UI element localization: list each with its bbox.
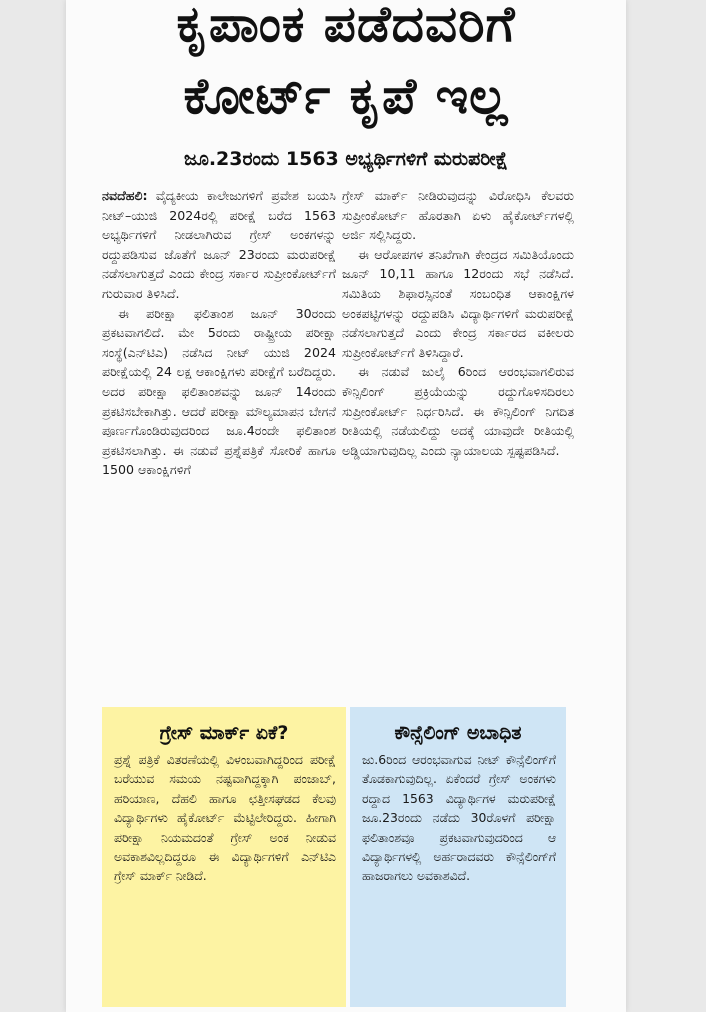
counselling-box-body: ಜು.6ರಿಂದ ಆರಂಭವಾಗುವ ನೀಟ್ ಕೌನ್ಸೆಲಿಂಗ್‌ಗೆ ತೊಡಕಾಗುವುದಿಲ್ಲ. ಏಕೆಂದರೆ ಗ್ರೇಸ್ ಅಂಕಗಳು ರದ್ದಾದ 1563 ವಿದ್ಯಾರ್ಥಿಗಳ ಮರುಪರೀಕ್ಷೆ ಜೂ.23ರಂದು ನಡೆದು 30ರೊಳಗೆ ಪರೀಕ್ಷಾ ಫಲಿತಾಂಶವೂ ಪ್ರಕಟವಾಗುವುದರಿಂದ ಆ ವಿದ್ಯಾರ್ಥಿಗಳಲ್ಲಿ ಅರ್ಹರಾದವರು ಕೌನ್ಸೆಲಿಂಗ್‌ಗೆ ಹಾಜರಾಗಲು ಅವಕಾಶವಿದೆ. (362, 752, 556, 884)
counselling-box (350, 707, 566, 1007)
counselling-box-title: ಕೌನ್ಸೆಲಿಂಗ್ ಅಬಾಧಿತ (394, 722, 522, 744)
article-text: ವೈದ್ಯಕೀಯ ಕಾಲೇಜುಗಳಿಗೆ ಪ್ರವೇಶ ಬಯಸಿ ನೀಟ್–ಯುಜಿ 2024ರಲ್ಲಿ ಪರೀಕ್ಷೆ ಬರೆದ 1563 ಅಭ್ಯರ್ಥಿಗಳಿಗೆ ನೀಡಲಾಗಿರುವ ಗ್ರೇಸ್ ಅಂಕಗಳನ್ನು ರದ್ದುಪಡಿಸುವ ಜೊತೆಗೆ ಜೂನ್ 23ರಂದು ಮರುಪರೀಕ್ಷೆ ನಡೆಸಲಾಗುತ್ತದೆ ಎಂದು ಕೇಂದ್ರ ಸರ್ಕಾರ ಸುಪ್ರೀಂಕೋರ್ಟ್‌ಗೆ ಗುರುವಾರ ತಿಳಿಸಿದೆ. (102, 188, 336, 301)
article-paragraph: ಈ ನಡುವೆ ಜುಲೈ 6ರಿಂದ ಆರಂಭವಾಗಲಿರುವ ಕೌನ್ಸಿಲಿಂಗ್ ಪ್ರಕ್ರಿಯೆಯನ್ನು ರದ್ದುಗೊಳಿಸದಿರಲು ಸುಪ್ರೀಂಕೋರ್ಟ್ ನಿರ್ಧರಿಸಿದೆ. ಈ ಕೌನ್ಸಿಲಿಂಗ್ ನಿಗದಿತ ರೀತಿಯಲ್ಲಿ ನಡೆಯಲಿದ್ದು ಅದಕ್ಕೆ ಯಾವುದೇ ರೀತಿಯಲ್ಲಿ ಅಡ್ಡಿಯಾಗುವುದಿಲ್ಲ ಎಂದು ನ್ಯಾಯಾಲಯ ಸ್ಪಷ್ಟಪಡಿಸಿದೆ. (342, 364, 574, 458)
subheadline: ಜೂ.23ರಂದು 1563 ಅಭ್ಯರ್ಥಿಗಳಿಗೆ ಮರುಪರೀಕ್ಷೆ (183, 148, 509, 170)
article-paragraph: ಈ ಪರೀಕ್ಷಾ ಫಲಿತಾಂಶ ಜೂನ್ 30ರಂದು ಪ್ರಕಟವಾಗಲಿದೆ. ಮೇ 5ರಂದು ರಾಷ್ಟ್ರೀಯ ಪರೀಕ್ಷಾ ಸಂಸ್ಥೆ(ಎನ್‌ಟಿಎ) ನಡೆಸಿದ ನೀಟ್ ಯುಜಿ 2024 ಪರೀಕ್ಷೆಯಲ್ಲಿ 24 ಲಕ್ಷ ಆಕಾಂಕ್ಷಿಗಳು ಪರೀಕ್ಷೆಗೆ ಬರೆದಿದ್ದರು. ಅದರ ಪರೀಕ್ಷಾ ಫಲಿತಾಂಶವನ್ನು ಜೂನ್ 14ರಂದು ಪ್ರಕಟಿಸಬೇಕಾಗಿತ್ತು. ಆದರೆ ಪರೀಕ್ಷಾ ಮೌಲ್ಯಮಾಪನ ಬೇಗನೆ ಪೂರ್ಣಗೊಂಡಿರುವುದರಿಂದ ಜೂ.4ರಂದೇ ಫಲಿತಾಂಶ ಪ್ರಕಟಿಸಲಾಗಿತ್ತು. ಈ ನಡುವೆ ಪ್ರಶ್ನೆಪತ್ರಿಕೆ ಸೋರಿಕೆ ಹಾಗೂ 1500 ಆಕಾಂಕ್ಷಿಗಳಿಗೆ (102, 305, 336, 478)
newspaper-clipping (66, 0, 626, 1012)
article-paragraph: ಈ ಆರೋಪಗಳ ತನಿಖೆಗಾಗಿ ಕೇಂದ್ರದ ಸಮಿತಿಯೊಂದು ಜೂನ್ 10,11 ಹಾಗೂ 12ರಂದು ಸಭೆ ನಡೆಸಿದೆ. ಸಮಿತಿಯ ಶಿಫಾರಸ್ಸಿನಂತೆ ಸಂಬಂಧಿತ ಆಕಾಂಕ್ಷಿಗಳ ಅಂಕಪಟ್ಟಿಗಳನ್ನು ರದ್ದುಪಡಿಸಿ ವಿದ್ಯಾರ್ಥಿಗಳಿಗೆ ಮರುಪರೀಕ್ಷೆ ನಡೆಸಲಾಗುತ್ತದೆ ಎಂದು ಕೇಂದ್ರ ಸರ್ಕಾರದ ವಕೀಲರು ಸುಪ್ರೀಂಕೋರ್ಟ್‌ಗೆ ತಿಳಿಸಿದ್ದಾರೆ. (342, 246, 574, 360)
article-paragraph: ಗ್ರೇಸ್ ಮಾರ್ಕ್ ನೀಡಿರುವುದನ್ನು ವಿರೋಧಿಸಿ ಕೆಲವರು ಸುಪ್ರೀಂಕೋರ್ಟ್ ಹೊರತಾಗಿ ಏಳು ಹೈಕೋರ್ಟ್‌ಗಳಲ್ಲಿ ಅರ್ಜಿ ಸಲ್ಲಿಸಿದ್ದರು. (342, 188, 574, 243)
grace-mark-box-body: ಪ್ರಶ್ನೆ ಪತ್ರಿಕೆ ವಿತರಣೆಯಲ್ಲಿ ವಿಳಂಬವಾಗಿದ್ದರಿಂದ ಪರೀಕ್ಷೆ ಬರೆಯುವ ಸಮಯ ನಷ್ಟವಾಗಿದ್ದಕ್ಕಾಗಿ ಪಂಜಾಬ್, ಹರಿಯಾಣ, ದೆಹಲಿ ಹಾಗೂ ಛತ್ತೀಸಘಡದ ಕೆಲವು ವಿದ್ಯಾರ್ಥಿಗಳು ಹೈಕೋರ್ಟ್ ಮೆಟ್ಟಿಲೇರಿದ್ದರು. ಹೀಗಾಗಿ ಪರೀಕ್ಷಾ ನಿಯಮದಂತೆ ಗ್ರೇಸ್ ಅಂಕ ನೀಡುವ ಅವಕಾಶವಿಲ್ಲದಿದ್ದರೂ ಈ ವಿದ್ಯಾರ್ಥಿಗಳಿಗೆ ಎನ್‌ಟಿಎ ಗ್ರೇಸ್ ಮಾರ್ಕ್ ನೀಡಿದೆ. (114, 752, 336, 884)
headline-line-1: ಕೃಪಾಂಕ ಪಡೆದವರಿಗೆ (176, 0, 516, 53)
article-paragraph (102, 186, 336, 304)
dateline: ನವದೆಹಲಿ: (102, 188, 148, 203)
article-column-2 (342, 186, 574, 696)
article-column-1 (102, 186, 336, 696)
grace-mark-box-title: ಗ್ರೇಸ್ ಮಾರ್ಕ್ ಏಕೆ? (159, 722, 289, 744)
grace-mark-box (102, 707, 346, 1007)
headline-line-2: ಕೋರ್ಟ್ ಕೃಪೆ ಇಲ್ಲ (183, 67, 509, 125)
